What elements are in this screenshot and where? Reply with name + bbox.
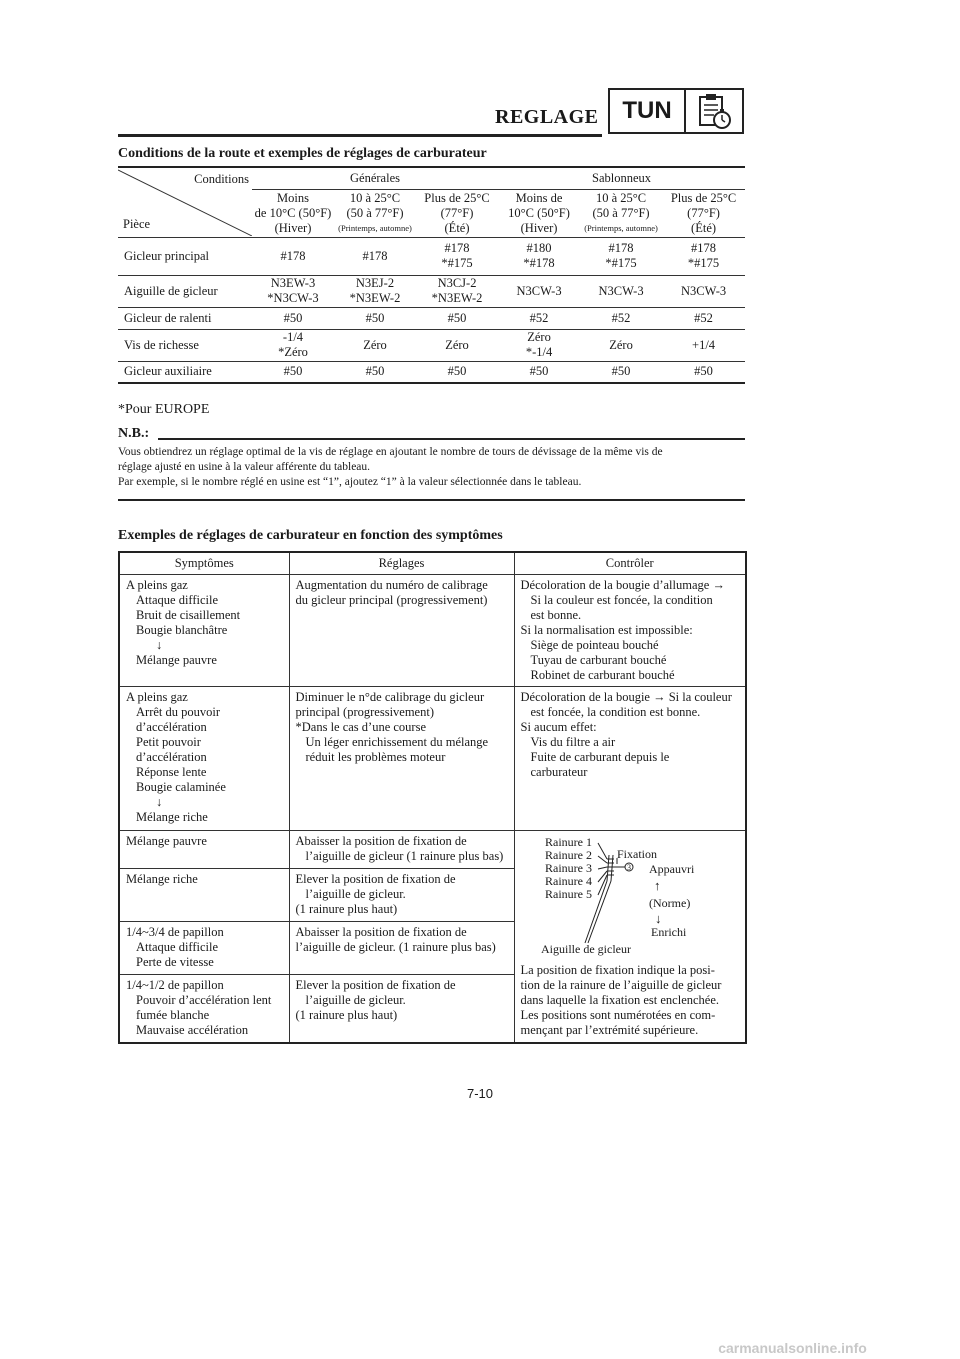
check-cell: Décoloration de la bougie d’allumage → Si la couleur est foncée, la condition est bonne. Si la normalisation est impossible: Siège de pointeau bouché Tuyau de carburant bouché Robinet de carburant bouché [514, 575, 746, 687]
adjust-cell: Augmentation du numéro de calibrage du gicleur principal (progressivement) [289, 575, 514, 687]
table-row [118, 307, 745, 329]
column-header: 10 à 25°C (50 à 77°F) (Printemps, automne) [334, 189, 416, 237]
adjust-cell: Abaisser la position de fixation de l’aiguille de gicleur (1 rainure plus bas) [289, 831, 514, 869]
symptom-cell: A pleins gaz Attaque difficile Bruit de cisaillement Bougie blanchâtre ↓ Mélange pauvre [119, 575, 289, 687]
table-cell: N3EJ-2 *N3EW-2 [334, 275, 416, 307]
table-cell: #178 *#175 [662, 237, 745, 275]
header-symptomes: Symptômes [119, 552, 289, 575]
adjust-cell: Elever la position de fixation de l’aiguille de gicleur. (1 rainure plus haut) [289, 868, 514, 921]
diagram-cell [514, 831, 746, 1044]
corner-header [118, 167, 252, 237]
row-label: Vis de richesse [118, 329, 252, 361]
nb-end-rule [118, 499, 745, 501]
table-cell: N3CJ-2 *N3EW-2 [416, 275, 498, 307]
groove-label-1: Rainure 1 [544, 835, 592, 849]
needle-label: Aiguille de gicleur [540, 942, 631, 956]
adjust-cell: Diminuer le n°de calibrage du gicleur principal (progressivement) *Dans le cas d’une course Un léger enrichissement du mélange réduit les problèmes moteur [289, 687, 514, 831]
nb-label: N.B.: [118, 426, 150, 441]
table-cell: #50 [252, 307, 334, 329]
fixation-label: Fixation [616, 847, 657, 861]
row-label: Aiguille de gicleur [118, 275, 252, 307]
table-row [118, 329, 745, 361]
check-cell: Décoloration de la bougie → Si la couleur est foncée, la condition est bonne. Si aucum effet: Vis du filtre a air Fuite de carburant depuis le carburateur [514, 687, 746, 831]
clip-number: 3 [626, 863, 631, 872]
symptoms-table [118, 551, 747, 1044]
section2-title: Exemples de réglages de carburateur en fonction des symptômes [118, 528, 503, 543]
section1-title: Conditions de la route et exemples de réglages de carburateur [118, 146, 487, 161]
table-cell: #178 *#175 [416, 237, 498, 275]
symptom-cell: 1/4~3/4 de papillon Attaque difficile Perte de vitesse [119, 921, 289, 974]
footnote-europe: *Pour EUROPE [118, 402, 210, 417]
table-cell: N3CW-3 [580, 275, 662, 307]
table-row [118, 275, 745, 307]
table-cell: N3EW-3 *N3CW-3 [252, 275, 334, 307]
table-cell: #50 [334, 361, 416, 383]
groove-label-4: Rainure 4 [544, 874, 592, 888]
symptom-cell: Mélange riche [119, 868, 289, 921]
groove-label-3: Rainure 3 [544, 861, 592, 875]
tun-badge [608, 88, 744, 134]
adjust-cell: Abaisser la position de fixation de l’aiguille de gicleur. (1 rainure plus bas) [289, 921, 514, 974]
table-cell: #50 [416, 361, 498, 383]
table-cell: N3CW-3 [498, 275, 580, 307]
symptom-cell: Mélange pauvre [119, 831, 289, 869]
table-cell: Zéro [580, 329, 662, 361]
diagram-caption-line: dans laquelle la fixation est enclenchée. [520, 993, 720, 1007]
table-cell: Zéro [416, 329, 498, 361]
table-row [119, 687, 746, 831]
table-cell: #50 [498, 361, 580, 383]
table-group-header-row [118, 167, 745, 189]
table-cell: #50 [334, 307, 416, 329]
up-arrow: ↑ [653, 878, 660, 893]
row-label: Gicleur auxiliaire [118, 361, 252, 383]
groove-label-2: Rainure 2 [544, 848, 592, 862]
header-title: REGLAGE [495, 106, 599, 128]
adjust-cell: Elever la position de fixation de l’aiguille de gicleur. (1 rainure plus haut) [289, 974, 514, 1043]
conditions-table [118, 166, 745, 384]
watermark-link[interactable]: carmanualsonline.info [718, 1340, 867, 1356]
clipboard-stopwatch-icon [686, 90, 742, 132]
table-cell: #50 [416, 307, 498, 329]
table-row [119, 575, 746, 687]
corner-piece-label: Pièce [123, 217, 151, 232]
diagram-caption-line: La position de fixation indique la posi- [520, 963, 715, 977]
table-row [118, 361, 745, 383]
table-cell: +1/4 [662, 329, 745, 361]
row-label: Gicleur principal [118, 237, 252, 275]
page-number: 7-10 [466, 1086, 494, 1101]
table-cell: #178 *#175 [580, 237, 662, 275]
table-cell: #178 [334, 237, 416, 275]
needle-groove-diagram [521, 831, 739, 963]
table-row [118, 237, 745, 275]
header-reglages: Réglages [289, 552, 514, 575]
nb-text: Vous obtiendrez un réglage optimal de la vis de réglage en ajoutant le nombre de tours de dévissage de la même vis de réglage ajusté en usine à la valeur afférente du tableau. Par exemple, si le nombre réglé en usine est “1”, ajoutez “1” à la valeur sélectionnée dans le tableau. [118, 446, 663, 488]
diagram-caption-line: Les positions sont numérotées en com- [520, 1008, 716, 1022]
nb-rule [158, 438, 745, 440]
table-cell: -1/4 *Zéro [252, 329, 334, 361]
table-cell: #52 [580, 307, 662, 329]
table-header-row [119, 552, 746, 575]
header-controler: Contrôler [514, 552, 746, 575]
table-cell: Zéro *-1/4 [498, 329, 580, 361]
column-header: Plus de 25°C (77°F) (Été) [416, 189, 498, 237]
groove-label-5: Rainure 5 [544, 887, 592, 901]
table-row [119, 831, 746, 869]
lean-label: Appauvri [648, 862, 694, 876]
table-cell: #50 [252, 361, 334, 383]
column-header: Moins de 10°C (50°F) (Hiver) [252, 189, 334, 237]
group-header-sablonneux: Sablonneux [498, 167, 745, 189]
column-header: Plus de 25°C (77°F) (Été) [662, 189, 745, 237]
table-cell: #180 *#178 [498, 237, 580, 275]
tun-label: TUN [610, 90, 686, 132]
table-cell: #52 [662, 307, 745, 329]
rich-label: Enrichi [650, 925, 686, 939]
norm-label: (Norme) [648, 896, 690, 910]
table-cell: N3CW-3 [662, 275, 745, 307]
symptom-cell: A pleins gaz Arrêt du pouvoir d’accélération Petit pouvoir d’accélération Réponse lente Bougie calaminée ↓ Mélange riche [119, 687, 289, 831]
symptom-cell: 1/4~1/2 de papillon Pouvoir d’accélération lent fumée blanche Mauvaise accélération [119, 974, 289, 1043]
column-header: Moins de 10°C (50°F) (Hiver) [498, 189, 580, 237]
group-header-generales: Générales [252, 167, 498, 189]
table-cell: #50 [662, 361, 745, 383]
table-cell: #52 [498, 307, 580, 329]
header-rule [118, 134, 602, 137]
down-arrow: ↓ [654, 911, 661, 926]
table-cell: #50 [580, 361, 662, 383]
column-header: 10 à 25°C (50 à 77°F) (Printemps, automne) [580, 189, 662, 237]
row-label: Gicleur de ralenti [118, 307, 252, 329]
table-cell: Zéro [334, 329, 416, 361]
diagram-caption-line: tion de la rainure de l’aiguille de gicleur [520, 978, 722, 992]
diagram-caption-line: mençant par l’extrémité supérieure. [520, 1023, 699, 1037]
corner-conditions-label: Conditions [194, 172, 249, 187]
table-cell: #178 [252, 237, 334, 275]
